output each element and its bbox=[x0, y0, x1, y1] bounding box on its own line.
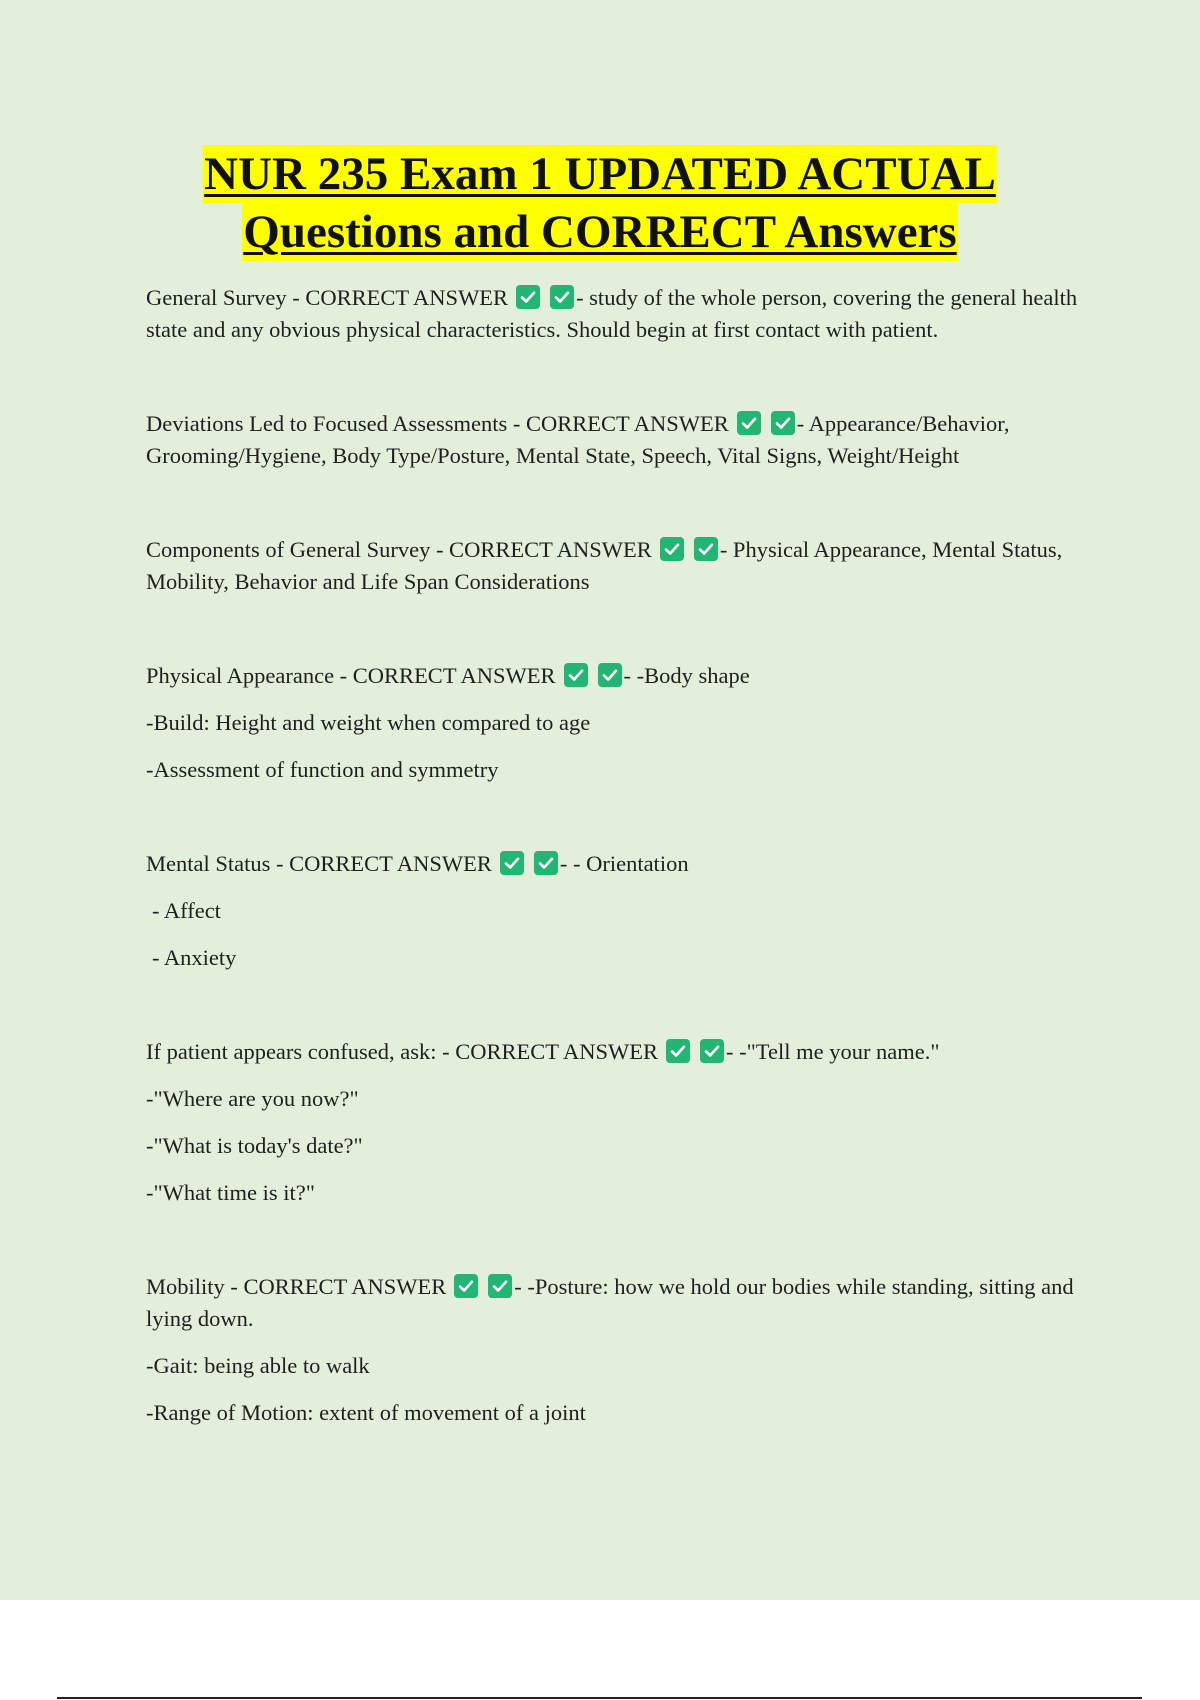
qa-entry bbox=[146, 660, 1081, 786]
entry-line: -Build: Height and weight when compared to age bbox=[146, 710, 591, 735]
title-line-1: NUR 235 Exam 1 UPDATED ACTUAL bbox=[203, 145, 997, 203]
title-line-2: Questions and CORRECT Answers bbox=[242, 203, 957, 261]
entry-line: -"Where are you now?" bbox=[146, 1086, 359, 1111]
entry-line: -Range of Motion: extent of movement of a joint bbox=[146, 1400, 586, 1425]
green-checkmark-icon bbox=[516, 285, 540, 309]
green-checkmark-icon bbox=[500, 851, 524, 875]
entry-line: -Gait: being able to walk bbox=[146, 1353, 370, 1378]
entry-text bbox=[146, 660, 1081, 692]
entry-line: -"What is today's date?" bbox=[146, 1133, 363, 1158]
entry-line: -"What time is it?" bbox=[146, 1180, 315, 1205]
entry-term: Physical Appearance - CORRECT ANSWER bbox=[146, 663, 556, 688]
entry-term: Mobility - CORRECT ANSWER bbox=[146, 1274, 447, 1299]
qa-entry bbox=[146, 534, 1081, 598]
green-checkmark-icon bbox=[598, 663, 622, 687]
green-checkmark-icon bbox=[488, 1274, 512, 1298]
entry-line: - Anxiety bbox=[152, 945, 237, 970]
entry-text bbox=[146, 408, 1081, 472]
green-checkmark-icon bbox=[694, 537, 718, 561]
green-checkmark-icon bbox=[534, 851, 558, 875]
entry-definition: - study of the whole person, covering the general health state and any obvious physical characteristics. Should begin at first contact with patient. bbox=[146, 285, 1078, 342]
green-checkmark-icon bbox=[666, 1039, 690, 1063]
entry-term: Deviations Led to Focused Assessments - CORRECT ANSWER bbox=[146, 411, 729, 436]
green-checkmark-icon bbox=[700, 1039, 724, 1063]
qa-entry bbox=[146, 1271, 1081, 1429]
green-checkmark-icon bbox=[550, 285, 574, 309]
qa-entry bbox=[146, 848, 1081, 974]
qa-entry bbox=[146, 282, 1081, 346]
entry-definition: - Physical Appearance, Mental Status, Mobility, Behavior and Life Span Considerations bbox=[146, 537, 1063, 594]
entry-text bbox=[146, 282, 1081, 346]
entry-definition: - -Body shape bbox=[623, 663, 750, 688]
entry-text bbox=[146, 848, 1081, 880]
green-checkmark-icon bbox=[771, 411, 795, 435]
entry-text bbox=[146, 1036, 1081, 1068]
entry-definition: - Appearance/Behavior, Grooming/Hygiene, Body Type/Posture, Mental State, Speech, Vital Signs, Weight/Height bbox=[146, 411, 1010, 468]
entry-definition: - - Orientation bbox=[559, 851, 689, 876]
green-checkmark-icon bbox=[454, 1274, 478, 1298]
entry-text bbox=[146, 534, 1081, 598]
entry-line: - Affect bbox=[152, 898, 221, 923]
entry-term: If patient appears confused, ask: - CORRECT ANSWER bbox=[146, 1039, 658, 1064]
entry-definition: - -Posture: how we hold our bodies while standing, sitting and lying down. bbox=[146, 1274, 1074, 1331]
entry-term: Mental Status - CORRECT ANSWER bbox=[146, 851, 492, 876]
entry-line: -Assessment of function and symmetry bbox=[146, 757, 499, 782]
qa-list bbox=[146, 282, 1081, 1429]
footer-divider bbox=[57, 1697, 1142, 1699]
green-checkmark-icon bbox=[737, 411, 761, 435]
qa-entry bbox=[146, 1036, 1081, 1209]
green-checkmark-icon bbox=[660, 537, 684, 561]
entry-term: General Survey - CORRECT ANSWER bbox=[146, 285, 509, 310]
entry-text bbox=[146, 1271, 1081, 1335]
qa-entry bbox=[146, 408, 1081, 472]
document-title bbox=[0, 145, 1200, 261]
green-checkmark-icon bbox=[564, 663, 588, 687]
entry-term: Components of General Survey - CORRECT ANSWER bbox=[146, 537, 652, 562]
entry-definition: - -"Tell me your name." bbox=[726, 1039, 940, 1064]
